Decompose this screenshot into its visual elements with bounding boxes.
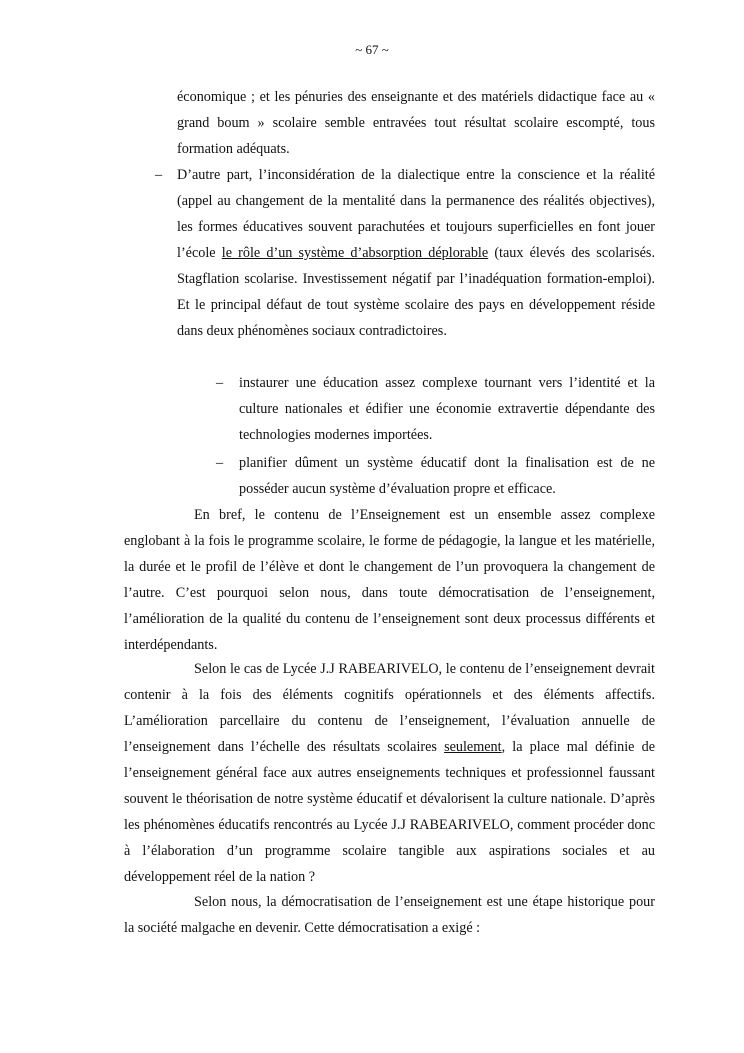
paragraph-text-end: , la place mal définie de l’enseignement général face aux autres enseignements techniques et professionnel faussant souvent le théorisation de notre système éducatif et dévalorisent la culture nationale. D’après les phénomènes éducatifs rencontrés au Lycée J.J RABEARIVELO, comment procéder donc à l’élaboration d’un programme scolaire tangible aux aspirations sociales et au développement réel de la nation ? — [124, 739, 655, 885]
paragraph-text-start: Selon le cas de Lycée J.J RABEARIVELO, le contenu de l’enseignement devrait contenir à la fois des éléments cognitifs opérationnels et des éléments affectifs. L’amélioration parcellaire du contenu de l’enseignement, l’évaluation annuelle de l’enseignement dans l’échelle des résultats scolaires — [124, 661, 655, 755]
paragraph-lycee — [124, 656, 655, 890]
sub-list-item-text: instaurer une éducation assez complexe tournant vers l’identité et la culture nationales et édifier une économie extravertie dépendante des technologies modernes importées. — [239, 375, 655, 443]
list-item-text-end: (taux élevés des scolarisés. Stagflation scolarise. Investissement négatif par l’inadéquation formation-emploi). Et le principal défaut de tout système scolaire des pays en développement réside dans deux phénomènes sociaux contradictoires. — [177, 245, 656, 339]
sub-list-item-text: planifier dûment un système éducatif dont la finalisation est de ne posséder aucun système d’évaluation propre et efficace. — [239, 455, 655, 497]
continuation-paragraph: économique ; et les pénuries des enseignante et des matériels didactique face au « grand boum » scolaire semble entravées tout résultat scolaire escompté, tous formation adéquats. — [177, 89, 655, 157]
underlined-word: seulement — [444, 739, 502, 755]
list-dash: – — [155, 167, 163, 183]
list-item-text — [177, 162, 655, 344]
list-item-text-start: D’autre part, l’inconsidération de la dialectique entre la conscience et la réalité (appel au changement de la mentalité dans la permanence des réalités objectives), les formes éducatives souvent parachutées et toujours superficielles en font jouer l’école — [177, 167, 655, 261]
paragraph-en-bref: En bref, le contenu de l’Enseignement est un ensemble assez complexe englobant à la fois le programme scolaire, le forme de pédagogie, la langue et les matérielle, la durée et le profil de l’élève et dont le changement de l’un provoquera la changement de l’autre. C’est pourquoi selon nous, dans toute démocratisation de l’enseignement, l’amélioration de la qualité du contenu de l’enseignement sont deux processus différents et interdépendants. — [124, 507, 655, 653]
underlined-phrase: le rôle d’un système d’absorption déplorable — [221, 245, 489, 261]
sub-list-dash: – — [216, 375, 224, 391]
paragraph-democratisation: Selon nous, la démocratisation de l’enseignement est une étape historique pour la société malgache en devenir. Cette démocratisation a exigé : — [124, 894, 655, 936]
page-number: ~ 67 ~ — [355, 42, 389, 57]
sub-list-dash: – — [216, 455, 224, 471]
